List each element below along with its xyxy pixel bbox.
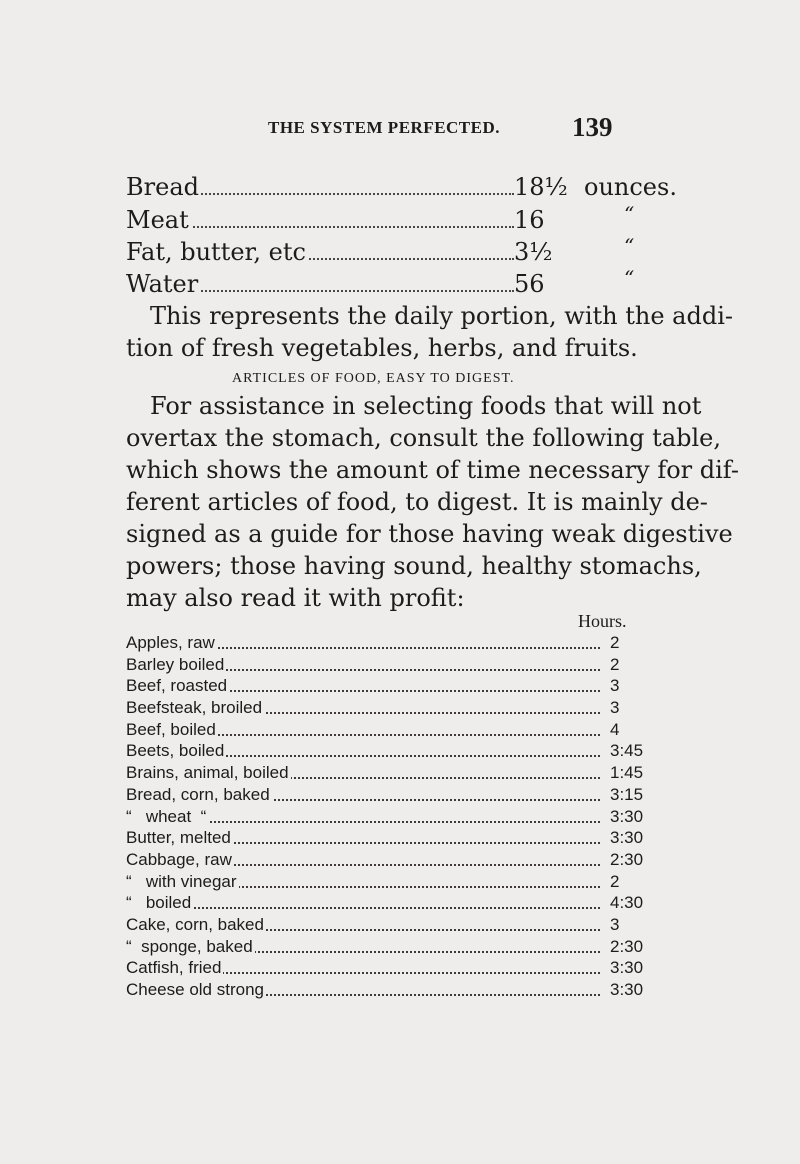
table-row [126, 913, 686, 935]
digest-time: 3:45 [610, 741, 644, 761]
digest-time: 2 [610, 654, 620, 674]
table-row [126, 870, 686, 892]
digest-time: 2 [610, 633, 620, 652]
ration-item-qty: 56 [514, 270, 545, 298]
digest-time: 3 [610, 676, 620, 696]
intro-paragraph [126, 300, 733, 364]
ration-item-name: Water [126, 270, 199, 298]
digest-time: 3 [610, 914, 620, 934]
hours-column-header: Hours. [578, 611, 627, 631]
table-row [126, 739, 686, 761]
running-head: THE SYSTEM PERFECTED. [268, 118, 501, 137]
table-row [126, 848, 686, 870]
body-paragraph [126, 390, 739, 614]
ration-item-qty: 16 [514, 206, 545, 234]
page-number: 139 [572, 112, 613, 142]
food-name: “ with vinegar [126, 871, 237, 891]
table-row [126, 696, 686, 718]
paragraph-line: signed as a guide for those having weak digestive [126, 520, 733, 548]
paragraph-line: For assistance in selecting foods that will not [150, 392, 702, 420]
food-name: “ boiled [126, 893, 192, 913]
ration-item-qty: 3½ [514, 238, 553, 266]
food-name: Beef, boiled [126, 719, 216, 739]
ration-item-name: Bread [126, 173, 199, 201]
digest-time: 2 [610, 871, 620, 891]
ditto-mark: “ [624, 234, 635, 258]
table-row [126, 761, 686, 783]
paragraph-line: ferent articles of food, to digest. It is mainly de- [126, 488, 708, 516]
table-row [126, 631, 686, 653]
paragraph-line: may also read it with profit: [126, 584, 465, 612]
food-name: Beefsteak, broiled [126, 698, 263, 718]
paragraph-line: overtax the stomach, consult the following table, [126, 424, 721, 452]
food-name: Bread, corn, baked [126, 784, 270, 804]
section-heading: ARTICLES OF FOOD, EASY TO DIGEST. [232, 371, 515, 386]
ditto-mark: “ [624, 266, 635, 290]
table-row [126, 826, 686, 848]
digest-time: 3:30 [610, 958, 644, 978]
table-row [126, 783, 686, 805]
food-name: Catfish, fried [126, 958, 222, 978]
ration-row-fat [126, 234, 686, 268]
table-row [126, 978, 686, 1000]
food-name: Beets, boiled [126, 741, 225, 761]
digest-time: 4 [610, 719, 620, 739]
ration-row-meat [126, 202, 686, 236]
ration-item-name: Fat, butter, etc [126, 238, 306, 266]
table-row [126, 718, 686, 740]
ration-item-name: Meat [126, 206, 189, 234]
digest-time: 4:30 [610, 893, 644, 913]
table-row [126, 935, 686, 957]
food-name: “ sponge, baked [126, 936, 253, 956]
table-row [126, 891, 686, 913]
table-row [126, 805, 686, 827]
food-name: Cake, corn, baked [126, 914, 264, 934]
food-name: Apples, raw [126, 633, 215, 652]
digest-time: 3:15 [610, 784, 644, 804]
ration-row-bread [126, 173, 686, 203]
table-row [126, 674, 686, 696]
food-name: Butter, melted [126, 828, 231, 848]
digest-time: 3:30 [610, 980, 644, 999]
food-name: Brains, animal, boiled [126, 763, 289, 783]
table-row [126, 956, 686, 978]
ration-item-qty: 18½ [514, 173, 568, 201]
digest-time: 3:30 [610, 828, 644, 848]
digest-time: 3 [610, 698, 620, 718]
ditto-mark: “ [624, 202, 635, 226]
food-name: “ wheat “ [126, 806, 207, 826]
digest-time: 1:45 [610, 763, 644, 783]
food-name: Beef, roasted [126, 676, 228, 696]
digest-time: 2:30 [610, 936, 644, 956]
paragraph-line: which shows the amount of time necessary for dif- [126, 456, 739, 484]
paragraph-line: powers; those having sound, healthy stomachs, [126, 552, 702, 580]
paragraph-line: tion of fresh vegetables, herbs, and fruits. [126, 334, 638, 362]
digest-time: 3:30 [610, 806, 644, 826]
food-name: Barley boiled [126, 654, 225, 674]
food-name: Cheese old strong [126, 980, 264, 999]
ration-row-water [126, 266, 686, 300]
dot-leader [126, 907, 600, 909]
digest-time: 2:30 [610, 849, 644, 869]
food-name: Cabbage, raw [126, 849, 232, 869]
paragraph-line: This represents the daily portion, with the addi- [150, 302, 733, 330]
ration-item-unit: ounces. [584, 173, 677, 201]
table-row [126, 653, 686, 675]
digestion-table [126, 631, 686, 1000]
